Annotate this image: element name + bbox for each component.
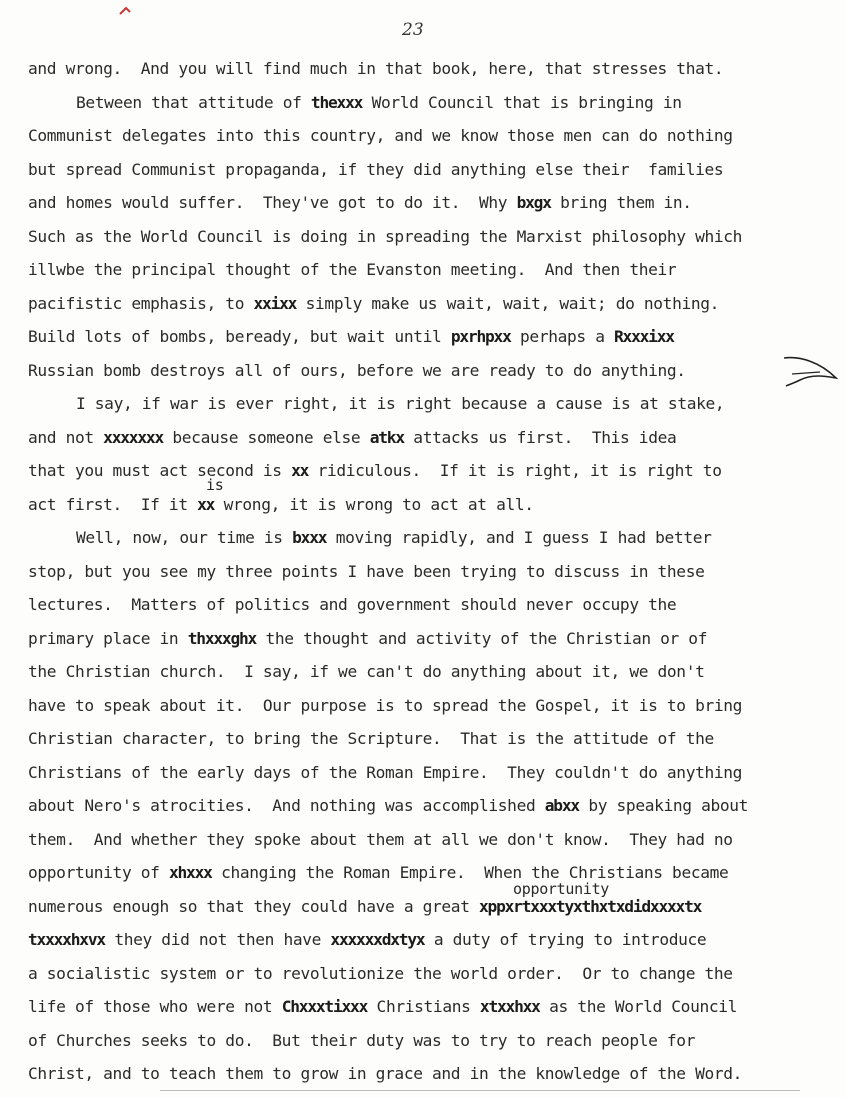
text-line (28, 354, 818, 388)
line-text: Russian bomb destroys all of ours, before we are ready to do anything. (28, 360, 686, 380)
line-text: about Nero's atrocities. And nothing was accomplished (28, 796, 545, 815)
struck-out-text: bxxx (292, 528, 327, 547)
line-text: stop, but you see my three points I have been trying to discuss in these (28, 561, 705, 581)
text-line (28, 756, 818, 790)
interlinear-insert-is: is (206, 476, 224, 494)
line-text: moving rapidly, and I guess I had better (326, 528, 712, 547)
line-text: life of those who were not (28, 997, 282, 1016)
struck-out-text: xx (291, 461, 309, 480)
line-text: by speaking about (578, 796, 749, 815)
text-line (28, 789, 818, 823)
line-text: Christ, and to teach them to grow in grace and in the knowledge of the Word. (28, 1064, 743, 1083)
text-line (28, 890, 818, 924)
struck-out-text: xtxxhxx (479, 997, 540, 1016)
line-text: I say, if war is ever right, it is right because a cause is at stake, (76, 394, 725, 413)
struck-out-text: xxxxxxdxtyx (330, 930, 425, 949)
text-line (28, 588, 818, 622)
line-text: ridiculous. If it is right, it is right to (308, 461, 722, 480)
line-text: and not (28, 427, 104, 447)
text-line (28, 220, 818, 254)
line-text: Well, now, our time is (76, 528, 293, 547)
struck-out-text: abxx (544, 796, 579, 815)
line-text: numerous enough so that they could have a great (28, 896, 479, 916)
struck-out-text: xhxxx (168, 863, 212, 882)
line-text: of Churches seeks to do. But their duty was to try to reach people for (28, 1030, 696, 1050)
line-text: illwbe the principal thought of the Evanston meeting. And then their (28, 260, 677, 279)
line-text: pacifistic emphasis, to (28, 293, 254, 313)
line-text: they did not then have (104, 930, 331, 949)
typed-text-body (28, 52, 818, 1091)
text-line (28, 722, 818, 756)
line-text: Such as the World Council is doing in spreading the Marxist philosophy which (28, 226, 743, 246)
text-line (28, 454, 818, 488)
text-line (28, 622, 818, 656)
line-text: them. And whether they spoke about them at all we don't know. They had no (28, 829, 733, 849)
struck-out-text: Rxxxixx (614, 327, 674, 346)
text-line (28, 521, 818, 555)
line-text: simply make us wait, wait, wait; do nothing. (296, 293, 720, 313)
text-line (28, 421, 818, 455)
line-text: World Council that is bringing in (362, 92, 682, 112)
line-text: perhaps a (510, 327, 614, 346)
line-text: Build lots of bombs, beready, but wait until (28, 327, 451, 346)
text-line (28, 86, 818, 120)
text-line (28, 253, 818, 287)
struck-out-text: thexxx (310, 92, 363, 112)
struck-out-text: xx (197, 494, 215, 514)
struck-out-text: thxxxghx (187, 628, 257, 648)
interlinear-insert-opportunity: opportunity (513, 880, 610, 898)
struck-out-text: xppxrtxxxtyxthxtxdidxxxxtx (479, 896, 702, 916)
line-text: as the World Council (539, 997, 738, 1016)
line-text: but spread Communist propaganda, if they did anything else their families (28, 159, 724, 179)
line-text: Communist delegates into this country, and we know those men can do nothing (28, 126, 733, 145)
struck-out-text: xxxxxxx (103, 427, 163, 447)
struck-out-text: xxixx (253, 293, 297, 313)
text-line (28, 287, 818, 321)
text-line (28, 823, 818, 857)
text-line (28, 387, 818, 421)
text-line (28, 52, 818, 86)
line-text: the Christian church. I say, if we can't do anything about it, we don't (28, 662, 705, 681)
line-text: and wrong. And you will find much in that book, here, that stresses that. (28, 59, 724, 78)
bottom-rule (160, 1090, 800, 1091)
line-text: Between that attitude of (76, 92, 311, 112)
text-line (28, 1024, 818, 1058)
struck-out-text: txxxxhxvx (28, 930, 105, 949)
line-text: opportunity of (28, 863, 169, 882)
text-line (28, 186, 818, 220)
line-text: a socialistic system or to revolutionize the world order. Or to change the (28, 963, 733, 983)
line-text: that you must act second is (28, 461, 292, 480)
text-line (28, 488, 818, 522)
margin-pen-mark (780, 352, 840, 392)
line-text: have to speak about it. Our purpose is to spread the Gospel, it is to bring (28, 695, 743, 715)
line-text: a duty of trying to introduce (424, 930, 707, 949)
line-text: because someone else (163, 427, 370, 447)
line-text: changing the Roman Empire. When the Christians became (211, 863, 729, 882)
line-text: act first. If it (28, 494, 198, 514)
line-text: Christians (367, 997, 480, 1016)
text-line (28, 856, 818, 890)
line-text: primary place in (28, 628, 188, 648)
text-line (28, 689, 818, 723)
line-text: wrong, it is wrong to act at all. (214, 494, 534, 514)
text-line (28, 990, 818, 1024)
struck-out-text: Chxxxtixxx (281, 997, 368, 1016)
text-line (28, 153, 818, 187)
text-line (28, 655, 818, 689)
text-line (28, 320, 818, 354)
line-text: and homes would suffer. They've got to do it. Why (28, 193, 517, 212)
struck-out-text: pxrhpxx (450, 327, 511, 346)
red-ink-mark (118, 4, 132, 18)
struck-out-text: bxgx (516, 193, 551, 212)
line-text: bring them in. (550, 193, 692, 212)
page-number: 23 (402, 20, 424, 40)
line-text: lectures. Matters of politics and government should never occupy the (28, 595, 677, 614)
line-text: the thought and activity of the Christian or of (256, 628, 708, 648)
text-line (28, 1057, 818, 1091)
text-line (28, 555, 818, 589)
text-line (28, 923, 818, 957)
text-line (28, 957, 818, 991)
line-text: Christians of the early days of the Roman Empire. They couldn't do anything (28, 762, 743, 782)
line-text: attacks us first. This idea (403, 427, 677, 447)
text-line (28, 119, 818, 153)
line-text: Christian character, to bring the Scripture. That is the attitude of the (28, 729, 714, 748)
struck-out-text: atkx (369, 427, 404, 447)
